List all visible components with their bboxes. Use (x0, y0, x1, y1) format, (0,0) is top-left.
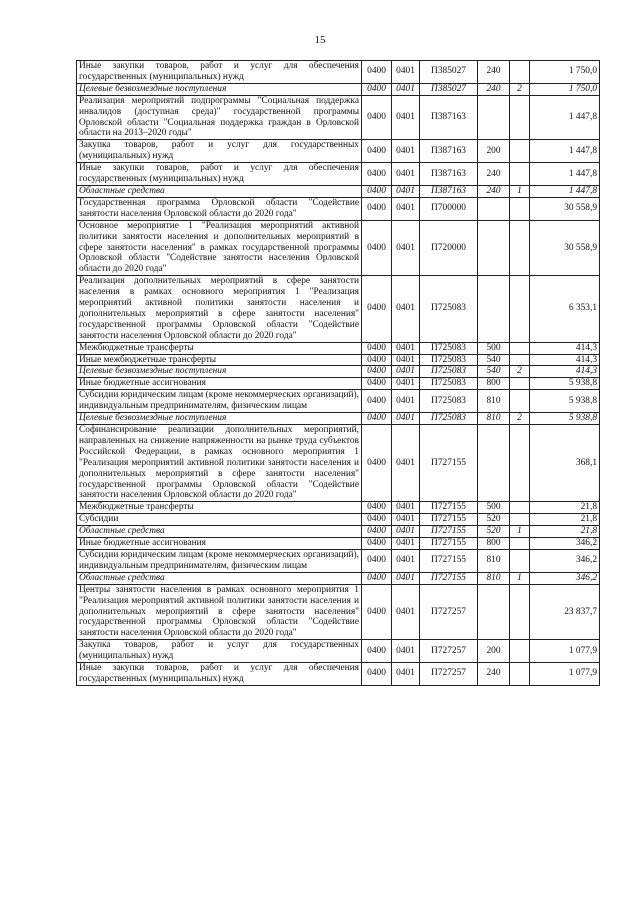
section-code: 0400 (362, 538, 392, 550)
table-row (77, 514, 600, 526)
expense-type-code: 520 (478, 526, 510, 538)
target-article-code: П727155 (420, 502, 478, 514)
amount: 346,2 (530, 572, 600, 584)
expense-type-code: 810 (478, 572, 510, 584)
target-article-code: П727155 (420, 526, 478, 538)
target-article-code: П727257 (420, 584, 478, 640)
table-row (77, 163, 600, 186)
budget-table (76, 60, 600, 686)
expense-type-code: 240 (478, 663, 510, 686)
target-article-code: П700000 (420, 197, 478, 220)
row-name: Закупка товаров, работ и услуг для государственных (муниципальных) нужд (77, 640, 362, 663)
section-code: 0400 (362, 640, 392, 663)
funding-source-code (510, 95, 530, 140)
target-article-code: П725083 (420, 354, 478, 366)
amount: 1 447,8 (530, 140, 600, 163)
table-row (77, 83, 600, 95)
section-code: 0400 (362, 572, 392, 584)
section-code: 0400 (362, 354, 392, 366)
expense-type-code (478, 425, 510, 502)
row-name: Реализация мероприятий подпрограммы "Социальная поддержка инвалидов (доступная среда)" государственной программы Орловской области "Социальная поддержка граждан в Орловской области на 2013–2020 годы" (77, 95, 362, 140)
row-name: Иные бюджетные ассигнования (77, 378, 362, 390)
table-row (77, 538, 600, 550)
row-name: Иные закупки товаров, работ и услуг для обеспечения государственных (муниципальных) нужд (77, 61, 362, 84)
funding-source-code (510, 378, 530, 390)
target-article-code: П727155 (420, 549, 478, 572)
subsection-code: 0401 (392, 220, 420, 276)
row-name: Закупка товаров, работ и услуг для государственных (муниципальных) нужд (77, 140, 362, 163)
expense-type-code (478, 584, 510, 640)
section-code: 0400 (362, 83, 392, 95)
subsection-code: 0401 (392, 526, 420, 538)
amount: 21,8 (530, 514, 600, 526)
section-code: 0400 (362, 95, 392, 140)
table-row (77, 663, 600, 686)
funding-source-code (510, 220, 530, 276)
row-name: Областные средства (77, 185, 362, 197)
target-article-code: П720000 (420, 220, 478, 276)
amount: 30 558,9 (530, 220, 600, 276)
section-code: 0400 (362, 502, 392, 514)
section-code: 0400 (362, 584, 392, 640)
section-code: 0400 (362, 526, 392, 538)
funding-source-code (510, 342, 530, 354)
target-article-code: П725083 (420, 378, 478, 390)
table-row (77, 354, 600, 366)
section-code: 0400 (362, 276, 392, 342)
amount: 1 447,8 (530, 163, 600, 186)
subsection-code: 0401 (392, 390, 420, 413)
section-code: 0400 (362, 390, 392, 413)
amount: 1 750,0 (530, 61, 600, 84)
target-article-code: П727155 (420, 514, 478, 526)
amount: 346,2 (530, 538, 600, 550)
funding-source-code: 2 (510, 366, 530, 378)
target-article-code: П387163 (420, 163, 478, 186)
funding-source-code (510, 502, 530, 514)
amount: 5 938,8 (530, 378, 600, 390)
subsection-code: 0401 (392, 185, 420, 197)
row-name: Государственная программа Орловской области "Содействие занятости населения Орловской области до 2020 года" (77, 197, 362, 220)
funding-source-code (510, 354, 530, 366)
expense-type-code: 520 (478, 514, 510, 526)
funding-source-code (510, 276, 530, 342)
section-code: 0400 (362, 197, 392, 220)
amount: 30 558,9 (530, 197, 600, 220)
subsection-code: 0401 (392, 95, 420, 140)
amount: 23 837,7 (530, 584, 600, 640)
expense-type-code: 540 (478, 366, 510, 378)
subsection-code: 0401 (392, 83, 420, 95)
funding-source-code (510, 140, 530, 163)
funding-source-code (510, 549, 530, 572)
section-code: 0400 (362, 342, 392, 354)
section-code: 0400 (362, 425, 392, 502)
subsection-code: 0401 (392, 378, 420, 390)
row-name: Основное мероприятие 1 "Реализация мероприятий активной политики занятости населения и дополнительных мероприятий в сфере занятости населения" в рамках государственной программы Орловской области "Содействие занятости населения Орловской области до 2020 года" (77, 220, 362, 276)
target-article-code: П727155 (420, 538, 478, 550)
target-article-code: П727257 (420, 640, 478, 663)
expense-type-code (478, 220, 510, 276)
row-name: Целевые безвозмездные поступления (77, 366, 362, 378)
row-name: Субсидии юридическим лицам (кроме некоммерческих организаций), индивидуальным предпринимателям, физическим лицам (77, 390, 362, 413)
subsection-code: 0401 (392, 572, 420, 584)
subsection-code: 0401 (392, 61, 420, 84)
row-name: Областные средства (77, 526, 362, 538)
funding-source-code (510, 663, 530, 686)
target-article-code: П387163 (420, 140, 478, 163)
amount: 1 447,8 (530, 95, 600, 140)
funding-source-code (510, 390, 530, 413)
row-name: Межбюджетные трансферты (77, 502, 362, 514)
subsection-code: 0401 (392, 197, 420, 220)
page-number: 15 (314, 34, 326, 46)
amount: 1 077,9 (530, 663, 600, 686)
row-name: Иные бюджетные ассигнования (77, 538, 362, 550)
table-body (77, 61, 600, 686)
expense-type-code: 540 (478, 354, 510, 366)
expense-type-code: 200 (478, 640, 510, 663)
row-name: Межбюджетные трансферты (77, 342, 362, 354)
table-row (77, 413, 600, 425)
expense-type-code: 800 (478, 538, 510, 550)
table-row (77, 197, 600, 220)
subsection-code: 0401 (392, 549, 420, 572)
target-article-code: П725083 (420, 366, 478, 378)
section-code: 0400 (362, 61, 392, 84)
subsection-code: 0401 (392, 140, 420, 163)
target-article-code: П387163 (420, 185, 478, 197)
expense-type-code: 240 (478, 83, 510, 95)
subsection-code: 0401 (392, 640, 420, 663)
expense-type-code: 810 (478, 549, 510, 572)
target-article-code: П725083 (420, 413, 478, 425)
amount: 414,3 (530, 366, 600, 378)
funding-source-code (510, 425, 530, 502)
section-code: 0400 (362, 366, 392, 378)
table-row (77, 95, 600, 140)
table-row (77, 526, 600, 538)
table-row (77, 276, 600, 342)
table-row (77, 61, 600, 84)
table-row (77, 220, 600, 276)
section-code: 0400 (362, 163, 392, 186)
subsection-code: 0401 (392, 514, 420, 526)
funding-source-code: 1 (510, 526, 530, 538)
subsection-code: 0401 (392, 276, 420, 342)
subsection-code: 0401 (392, 354, 420, 366)
funding-source-code: 2 (510, 413, 530, 425)
row-name: Субсидии (77, 514, 362, 526)
target-article-code: П725083 (420, 342, 478, 354)
section-code: 0400 (362, 514, 392, 526)
table-row (77, 390, 600, 413)
expense-type-code (478, 197, 510, 220)
expense-type-code: 800 (478, 378, 510, 390)
row-name: Иные закупки товаров, работ и услуг для обеспечения государственных (муниципальных) нужд (77, 663, 362, 686)
expense-type-code: 810 (478, 390, 510, 413)
row-name: Иные межбюджетные трансферты (77, 354, 362, 366)
section-code: 0400 (362, 140, 392, 163)
expense-type-code: 500 (478, 342, 510, 354)
amount: 21,8 (530, 502, 600, 514)
row-name: Целевые безвозмездные поступления (77, 83, 362, 95)
funding-source-code: 1 (510, 185, 530, 197)
expense-type-code: 200 (478, 140, 510, 163)
subsection-code: 0401 (392, 163, 420, 186)
row-name: Центры занятости населения в рамках основного мероприятия 1 "Реализация мероприятий активной политики занятости населения и дополнительных мероприятий в сфере занятости населения" государственной программы Орловской области "Содействие занятости населения Орловской области до 2020 года" (77, 584, 362, 640)
subsection-code: 0401 (392, 425, 420, 502)
row-name: Софинансирование реализации дополнительных мероприятий, направленных на снижение напряженности на рынке труда субъектов Российской Федерации, в рамках основного мероприятия 1 "Реализация мероприятий активной политики занятости населения и дополнительных мероприятий в сфере занятости населения" государственной программы Орловской области "Содействие занятости населения Орловской области до 2020 года" (77, 425, 362, 502)
subsection-code: 0401 (392, 663, 420, 686)
table-row (77, 185, 600, 197)
table-row (77, 549, 600, 572)
table-row (77, 640, 600, 663)
table-row (77, 425, 600, 502)
subsection-code: 0401 (392, 366, 420, 378)
section-code: 0400 (362, 413, 392, 425)
funding-source-code (510, 640, 530, 663)
funding-source-code (510, 538, 530, 550)
subsection-code: 0401 (392, 413, 420, 425)
target-article-code: П385027 (420, 61, 478, 84)
funding-source-code (510, 197, 530, 220)
target-article-code: П727155 (420, 572, 478, 584)
expense-type-code: 240 (478, 61, 510, 84)
table-row (77, 502, 600, 514)
table-row (77, 378, 600, 390)
amount: 414,3 (530, 342, 600, 354)
subsection-code: 0401 (392, 502, 420, 514)
funding-source-code: 2 (510, 83, 530, 95)
target-article-code: П727155 (420, 425, 478, 502)
funding-source-code (510, 163, 530, 186)
expense-type-code: 240 (478, 163, 510, 186)
table-row (77, 572, 600, 584)
target-article-code: П387163 (420, 95, 478, 140)
subsection-code: 0401 (392, 584, 420, 640)
subsection-code: 0401 (392, 538, 420, 550)
row-name: Целевые безвозмездные поступления (77, 413, 362, 425)
section-code: 0400 (362, 549, 392, 572)
target-article-code: П727257 (420, 663, 478, 686)
funding-source-code (510, 584, 530, 640)
funding-source-code (510, 61, 530, 84)
amount: 414,3 (530, 354, 600, 366)
row-name: Реализация дополнительных мероприятий в сфере занятости населения в рамках основного мероприятия 1 "Реализация мероприятий активной политики занятости населения и дополнительных мероприятий в сфере занятости населения" государственной программы Орловской области "Содействие занятости населения Орловской области до 2020 года" (77, 276, 362, 342)
table-row (77, 366, 600, 378)
amount: 1 077,9 (530, 640, 600, 663)
amount: 1 750,0 (530, 83, 600, 95)
section-code: 0400 (362, 378, 392, 390)
funding-source-code: 1 (510, 572, 530, 584)
amount: 1 447,8 (530, 185, 600, 197)
target-article-code: П725083 (420, 276, 478, 342)
section-code: 0400 (362, 185, 392, 197)
expense-type-code: 240 (478, 185, 510, 197)
row-name: Субсидии юридическим лицам (кроме некоммерческих организаций), индивидуальным предпринимателям, физическим лицам (77, 549, 362, 572)
funding-source-code (510, 514, 530, 526)
section-code: 0400 (362, 220, 392, 276)
section-code: 0400 (362, 663, 392, 686)
amount: 346,2 (530, 549, 600, 572)
amount: 6 353,1 (530, 276, 600, 342)
amount: 21,8 (530, 526, 600, 538)
expense-type-code: 500 (478, 502, 510, 514)
expense-type-code (478, 95, 510, 140)
subsection-code: 0401 (392, 342, 420, 354)
table-row (77, 140, 600, 163)
target-article-code: П385027 (420, 83, 478, 95)
table-row (77, 342, 600, 354)
target-article-code: П725083 (420, 390, 478, 413)
row-name: Иные закупки товаров, работ и услуг для обеспечения государственных (муниципальных) нужд (77, 163, 362, 186)
table-row (77, 584, 600, 640)
amount: 368,1 (530, 425, 600, 502)
amount: 5 938,8 (530, 390, 600, 413)
expense-type-code (478, 276, 510, 342)
expense-type-code: 810 (478, 413, 510, 425)
row-name: Областные средства (77, 572, 362, 584)
amount: 5 938,8 (530, 413, 600, 425)
